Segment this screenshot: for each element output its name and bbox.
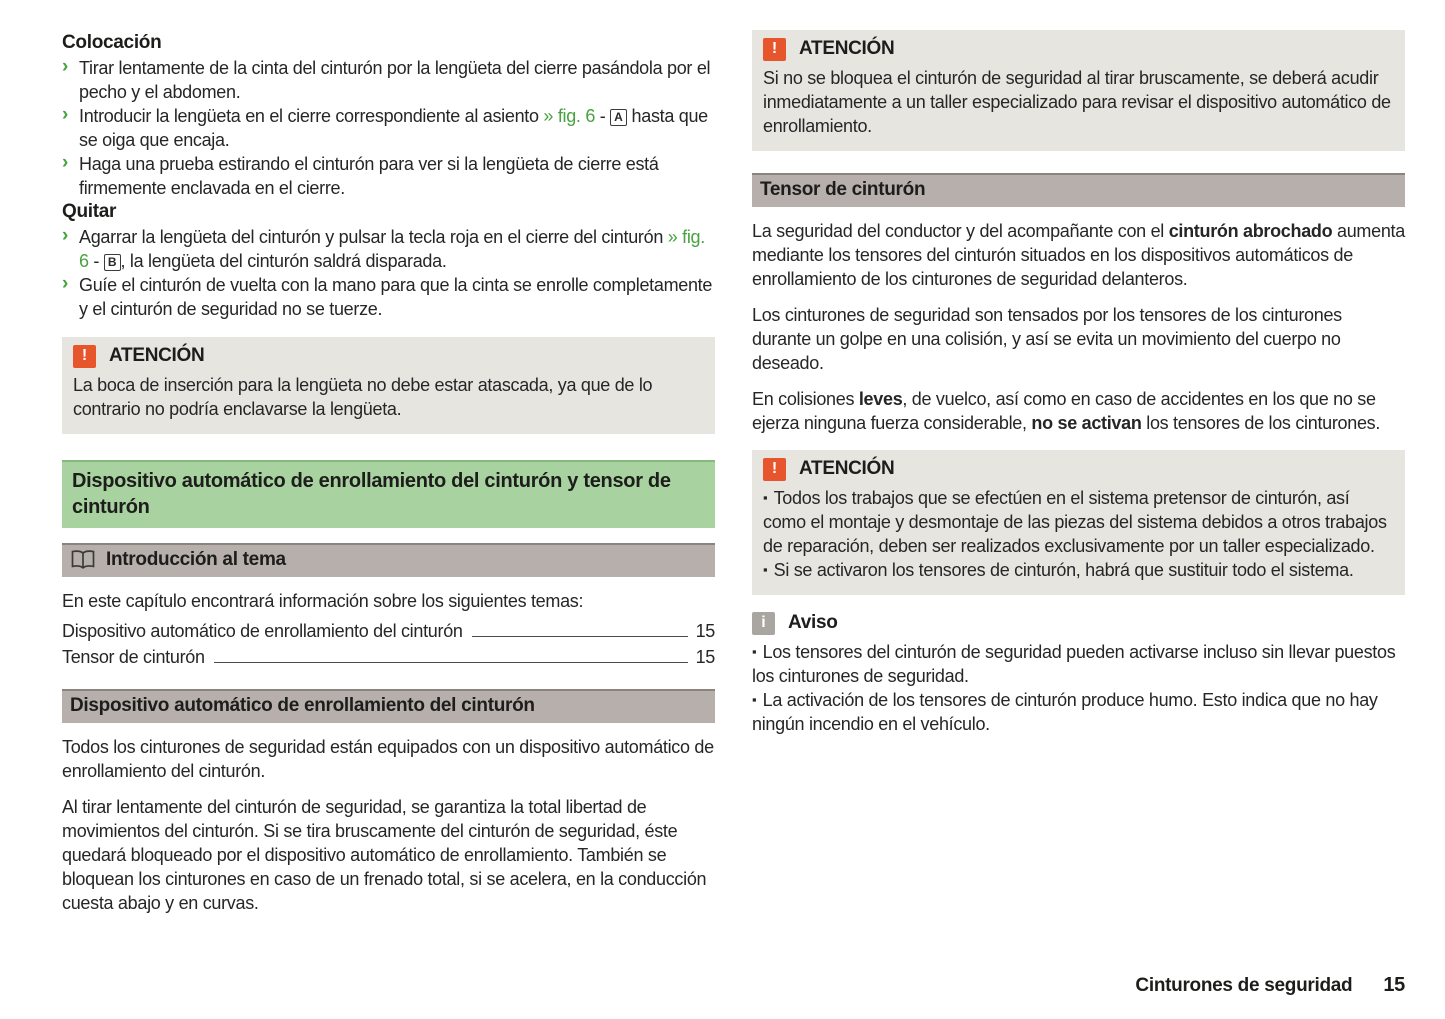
warning-title-text: ATENCIÓN (799, 458, 895, 479)
section-bar-tensor (752, 173, 1405, 207)
toc (62, 619, 715, 670)
square-bullet-icon: ▪ (763, 490, 768, 505)
warning-box-colocacion (62, 337, 715, 434)
chapter-heading: Dispositivo automático de enrollamiento del cinturón y tensor de cinturón (62, 460, 715, 528)
footer-section-title: Cinturones de seguridad (1135, 975, 1353, 996)
warning-body-text: La boca de inserción para la lengüeta no debe estar atascada, ya que de lo contrario no podría enclavarse la lengüeta. (73, 375, 653, 419)
chevron-bullet-icon: › (62, 273, 69, 294)
aviso-list-item: ▪ Los tensores del cinturón de seguridad pueden activarse incluso sin llevar puestos los cinturones de seguridad. (752, 642, 1396, 686)
warning-icon: ! (763, 38, 786, 61)
paragraph: Al tirar lentamente del cinturón de seguridad, se garantiza la total libertad de movimientos del cinturón. Si se tira bruscamente del cinturón de seguridad, éste quedará bloqueado por el dispositivo automático de enrollamiento. También se bloquean los cinturones en caso de un frenado total, si se acelera, en la conducción cuesta abajo y en curvas. (62, 797, 707, 913)
list-item-text: Tirar lentamente de la cinta del cinturón por la lengüeta del cierre pasándola por el pecho y el abdomen. (79, 58, 711, 102)
page-footer (1135, 973, 1405, 998)
chevron-bullet-icon: › (62, 152, 69, 173)
list-item-text: Guíe el cinturón de vuelta con la mano para que la cinta se enrolle completamente y el cinturón de seguridad no se tuerze. (79, 275, 713, 319)
square-bullet-icon: ▪ (752, 692, 757, 707)
square-bullet-icon: ▪ (752, 644, 757, 659)
chevron-bullet-icon: › (62, 104, 69, 125)
bold-text: no se activan (1031, 413, 1142, 433)
bold-text: cinturón abrochado (1168, 221, 1333, 241)
paragraph: Los cinturones de seguridad son tensados por los tensores de los cinturones durante un golpe en una colisión, y así se evita un movimiento del cuerpo no deseado. (752, 305, 1342, 373)
toc-page-number: 15 (695, 647, 715, 667)
list-item (62, 104, 715, 152)
aviso-title-text: Aviso (788, 612, 838, 633)
key-label-a: A (610, 109, 627, 126)
intro-lead: En este capítulo encontrará información sobre los siguientes temas: (62, 591, 584, 611)
aviso-note (752, 611, 1405, 736)
list-item (62, 56, 715, 104)
paragraph: La seguridad del conductor y del acompañante con el cinturón abrochado aumenta mediante los tensores del cinturón situados en los dispositivos automáticos de enrollamiento de los cinturones de seguridad delanteros. (752, 221, 1405, 289)
square-bullet-icon: ▪ (763, 562, 768, 577)
warning-title-text: ATENCIÓN (109, 345, 205, 366)
toc-row[interactable] (62, 619, 715, 644)
toc-leader-line (472, 635, 688, 637)
paragraph: Todos los cinturones de seguridad están equipados con un dispositivo automático de enrollamiento del cinturón. (62, 737, 714, 781)
info-icon: i (752, 612, 775, 635)
chevron-bullet-icon: › (62, 225, 69, 246)
chevron-bullet-icon: › (62, 56, 69, 77)
warning-box-title (763, 37, 1394, 61)
section-bar-dispositivo (62, 689, 715, 723)
bold-text: leves (858, 389, 903, 409)
warning-title-text: ATENCIÓN (799, 38, 895, 59)
warning-box-pretensor (752, 450, 1405, 595)
footer-page-number: 15 (1383, 974, 1405, 996)
toc-row[interactable] (62, 645, 715, 670)
toc-leader-line (214, 661, 688, 663)
list-item (62, 152, 715, 200)
book-icon (70, 550, 96, 570)
heading-quitar: Quitar (62, 201, 117, 222)
warning-box-title (73, 344, 704, 368)
aviso-list-item: ▪ La activación de los tensores de cinturón produce humo. Esto indica que no hay ningún incendio en el vehículo. (752, 690, 1378, 734)
section-bar-title: Introducción al tema (106, 549, 286, 570)
fig-6-link[interactable]: » fig. 6 (79, 227, 705, 271)
toc-label[interactable]: Dispositivo automático de enrollamiento del cinturón (62, 621, 463, 641)
toc-label[interactable]: Tensor de cinturón (62, 647, 205, 667)
warning-icon: ! (763, 458, 786, 481)
key-label-b: B (104, 254, 121, 271)
heading-colocacion: Colocación (62, 32, 162, 53)
toc-page-number: 15 (695, 621, 715, 641)
section-bar-introduccion (62, 543, 715, 577)
list-item-text: Introducir la lengüeta en el cierre correspondiente al asiento » fig. 6 - A hasta que se oiga que encaja. (79, 106, 708, 150)
left-column (62, 31, 715, 915)
aviso-title-row (752, 611, 1405, 635)
section-bar-title: Dispositivo automático de enrollamiento del cinturón (70, 695, 535, 716)
list-item-text: Agarrar la lengüeta del cinturón y pulsar la tecla roja en el cierre del cinturón » fig. 6 - B , la lengüeta del cinturón saldrá disparada. (79, 227, 705, 271)
section-bar-title: Tensor de cinturón (760, 179, 926, 200)
warning-icon: ! (73, 345, 96, 368)
list-item-text: Haga una prueba estirando el cinturón para ver si la lengüeta de cierre está firmemente enclavada en el cierre. (79, 154, 659, 198)
warning-list-item: ▪ Si se activaron los tensores de cinturón, habrá que sustituir todo el sistema. (763, 560, 1354, 580)
warning-list-item: ▪ Todos los trabajos que se efectúen en el sistema pretensor de cinturón, así como el montaje y desmontaje de las piezas del sistema debidos a otros trabajos de reparación, deben ser realizados exclusivamente por un taller especializado. (763, 488, 1387, 556)
fig-6-link[interactable]: » fig. 6 (543, 106, 596, 126)
paragraph: En colisiones leves, de vuelco, así como en caso de accidentes en los que no se ejerza ninguna fuerza considerable, no se activan los tensores de los cinturones. (752, 389, 1381, 433)
list-item (62, 273, 715, 321)
warning-body-text: Si no se bloquea el cinturón de seguridad al tirar bruscamente, se deberá acudir inmediatamente a un taller especializado para revisar el dispositivo automático de enrollamiento. (763, 68, 1391, 136)
right-column (752, 30, 1405, 736)
list-item (62, 225, 715, 273)
warning-box-title (763, 457, 1394, 481)
warning-box-bloqueo (752, 30, 1405, 151)
